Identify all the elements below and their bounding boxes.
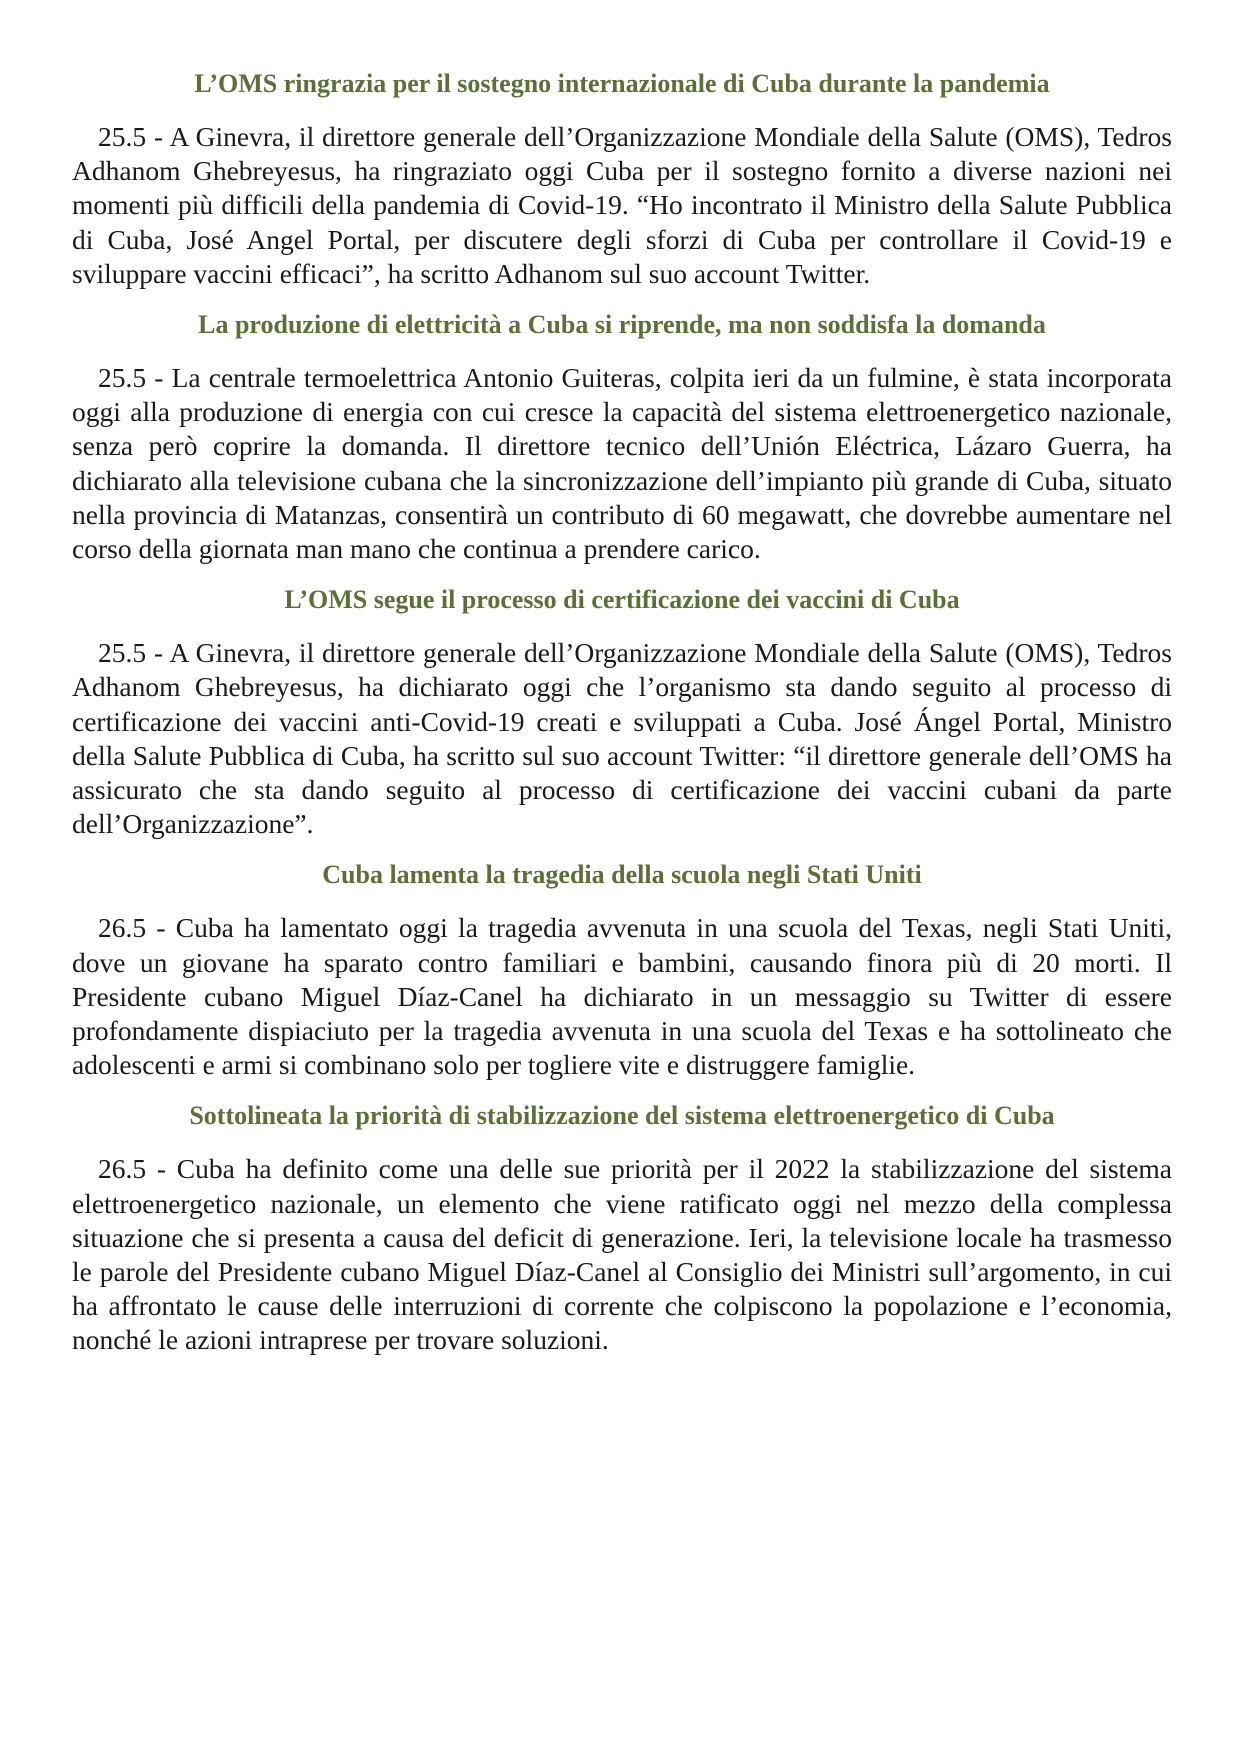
article-title: Cuba lamenta la tragedia della scuola negli Stati Uniti	[322, 860, 922, 890]
news-page	[72, 68, 1172, 1376]
article-electricity-recovery	[72, 309, 1172, 566]
article-title: La produzione di elettricità a Cuba si riprende, ma non soddisfa la domanda	[198, 310, 1046, 340]
article-oms-thanks	[72, 68, 1172, 291]
article-body: 25.5 - La centrale termoelettrica Antonio Guiteras, colpita ieri da un fulmine, è stata incorporata oggi alla produzione di energia con cui cresce la capacità del sistema elettroenergetico nazionale, senza però coprire la domanda. Il direttore tecnico dell’Unión Eléctrica, Lázaro Guerra, ha dichiarato alla televisione cubana che la sincronizzazione dell’impianto più grande di Cuba, situato nella provincia di Matanzas, consentirà un contributo di 60 megawatt, che dovrebbe aumentare nel corso della giornata man mano che continua a prendere carico.	[72, 362, 1172, 565]
article-body: 25.5 - A Ginevra, il direttore generale dell’Organizzazione Mondiale della Salute (OMS), Tedros Adhanom Ghebreyesus, ha dichiarato oggi che l’organismo sta dando seguito al processo di certificazione dei vaccini anti-Covid-19 creati e sviluppati a Cuba. José Ángel Portal, Ministro della Salute Pubblica di Cuba, ha scritto sul suo account Twitter: “il direttore generale dell’OMS ha assicurato che sta dando seguito al processo di certificazione dei vaccini cubani da parte dell’Organizzazione”.	[72, 637, 1172, 840]
article-body: 26.5 - Cuba ha lamentato oggi la tragedia avvenuta in una scuola del Texas, negli Stati Uniti, dove un giovane ha sparato contro familiari e bambini, causando finora più di 20 morti. Il Presidente cubano Miguel Díaz-Canel ha dichiarato in un messaggio su Twitter di essere profondamente dispiaciuto per la tragedia avvenuta in una scuola del Texas e ha sottolineato che adolescenti e armi si combinano solo per togliere vite e distruggere famiglie.	[72, 912, 1172, 1081]
article-title: L’OMS ringrazia per il sostegno internazionale di Cuba durante la pandemia	[194, 69, 1050, 98]
article-school-tragedy	[72, 859, 1172, 1082]
article-energy-priority	[72, 1100, 1172, 1357]
article-title: Sottolineata la priorità di stabilizzazione del sistema elettroenergetico di Cuba	[189, 1101, 1055, 1131]
article-body: 25.5 - A Ginevra, il direttore generale dell’Organizzazione Mondiale della Salute (OMS), Tedros Adhanom Ghebreyesus, ha ringraziato oggi Cuba per il sostegno fornito a diverse nazioni nei momenti più difficili della pandemia di Covid-19. “Ho incontrato il Ministro della Salute Pubblica di Cuba, José Angel Portal, per discutere degli sforzi di Cuba per controllare il Covid-19 e sviluppare vaccini efficaci”, ha scritto Adhanom sul suo account Twitter.	[72, 121, 1172, 289]
article-vaccine-certification	[72, 584, 1172, 841]
article-body: 26.5 - Cuba ha definito come una delle sue priorità per il 2022 la stabilizzazione del sistema elettroenergetico nazionale, un elemento che viene ratificato oggi nel mezzo della complessa situazione che si presenta a causa del deficit di generazione. Ieri, la televisione locale ha trasmesso le parole del Presidente cubano Miguel Díaz-Canel al Consiglio dei Ministri sull’argomento, in cui ha affrontato le cause delle interruzioni di corrente che colpiscono la popolazione e l’economia, nonché le azioni intraprese per trovare soluzioni.	[72, 1153, 1172, 1356]
article-title: L’OMS segue il processo di certificazione dei vaccini di Cuba	[284, 585, 960, 615]
